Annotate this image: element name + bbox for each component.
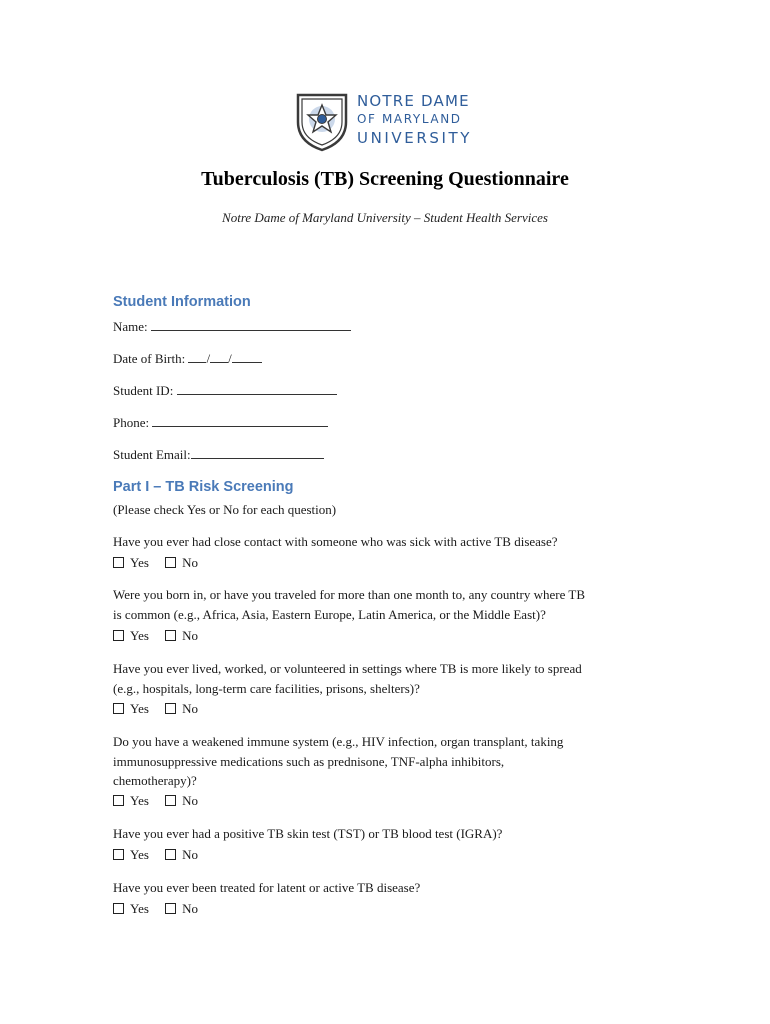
question-6 (113, 878, 658, 898)
email-field[interactable] (191, 446, 324, 459)
no-option[interactable] (165, 901, 198, 917)
wordmark-line-3: UNIVERSITY (357, 129, 473, 147)
yes-label: Yes (130, 628, 149, 643)
email-row (113, 446, 324, 463)
phone-row (113, 414, 328, 431)
answer-options-3 (113, 701, 211, 717)
yes-label: Yes (130, 847, 149, 862)
question-line: immunosuppressive medications such as prednisone, TNF-alpha inhibitors, (113, 753, 505, 769)
yes-label: Yes (130, 701, 149, 716)
checkbox-icon[interactable] (165, 703, 176, 714)
yes-option[interactable] (113, 847, 149, 863)
yes-option[interactable] (113, 701, 149, 717)
question-line: (e.g., hospitals, long-term care facilities, prisons, shelters)? (113, 680, 420, 696)
checkbox-icon[interactable] (165, 903, 176, 914)
name-label: Name: (113, 319, 148, 334)
yes-option[interactable] (113, 793, 149, 809)
yes-option[interactable] (113, 628, 149, 644)
question-line: Have you ever been treated for latent or active TB disease? (113, 880, 421, 895)
question-line: Do you have a weakened immune system (e.g., HIV infection, organ transplant, taking (113, 734, 564, 749)
question-line: is common (e.g., Africa, Asia, Eastern Europe, Latin America, or the Middle East)? (113, 606, 546, 622)
checkbox-icon[interactable] (165, 849, 176, 860)
question-1 (113, 532, 658, 552)
yes-label: Yes (130, 793, 149, 808)
no-option[interactable] (165, 701, 198, 717)
checkbox-icon[interactable] (165, 795, 176, 806)
no-option[interactable] (165, 793, 198, 809)
university-crest-icon (295, 92, 349, 152)
checkbox-icon[interactable] (113, 795, 124, 806)
question-line: Were you born in, or have you traveled for more than one month to, any country where TB (113, 587, 585, 602)
checkbox-icon[interactable] (165, 557, 176, 568)
dob-day-field[interactable] (210, 350, 228, 363)
university-wordmark (357, 94, 472, 149)
answer-options-4 (113, 793, 211, 809)
dob-separator: / (228, 351, 232, 366)
no-label: No (182, 701, 199, 716)
email-label: Student Email: (113, 447, 191, 462)
answer-options-2 (113, 628, 211, 644)
answer-options-6 (113, 901, 211, 917)
dob-label: Date of Birth: (113, 351, 186, 366)
part1-instructions: (Please check Yes or No for each question) (113, 502, 337, 517)
part1-heading: Part I – TB Risk Screening (113, 479, 294, 495)
question-line: chemotherapy)? (113, 773, 197, 788)
no-option[interactable] (165, 555, 198, 571)
student-id-row (113, 382, 337, 399)
student-info-heading: Student Information (113, 294, 251, 310)
wordmark-line-1: NOTRE DAME (357, 92, 470, 110)
name-row (113, 318, 351, 335)
checkbox-icon[interactable] (113, 557, 124, 568)
no-label: No (182, 793, 199, 808)
yes-option[interactable] (113, 555, 149, 571)
question-3 (113, 659, 658, 698)
question-5 (113, 824, 658, 844)
checkbox-icon[interactable] (113, 849, 124, 860)
yes-option[interactable] (113, 901, 149, 917)
checkbox-icon[interactable] (165, 630, 176, 641)
no-option[interactable] (165, 628, 198, 644)
dob-year-field[interactable] (232, 350, 262, 363)
student-id-label: Student ID: (113, 383, 174, 398)
question-line: Have you ever had a positive TB skin test (TST) or TB blood test (IGRA)? (113, 826, 503, 841)
no-option[interactable] (165, 847, 198, 863)
dob-separator: / (206, 351, 211, 366)
checkbox-icon[interactable] (113, 630, 124, 641)
yes-label: Yes (130, 555, 149, 570)
wordmark-line-2: OF MARYLAND (357, 112, 462, 126)
no-label: No (182, 901, 199, 916)
question-2 (113, 585, 658, 624)
checkbox-icon[interactable] (113, 703, 124, 714)
yes-label: Yes (130, 901, 149, 916)
document-subtitle: Notre Dame of Maryland University – Student Health Services (222, 210, 548, 225)
answer-options-1 (113, 555, 211, 571)
answer-options-5 (113, 847, 211, 863)
no-label: No (182, 847, 199, 862)
phone-label: Phone: (113, 415, 150, 430)
name-field[interactable] (151, 318, 351, 331)
document-title: Tuberculosis (TB) Screening Questionnaire (201, 168, 569, 190)
phone-field[interactable] (152, 414, 328, 427)
question-4 (113, 732, 658, 791)
checkbox-icon[interactable] (113, 903, 124, 914)
question-line: Have you ever had close contact with someone who was sick with active TB disease? (113, 534, 558, 549)
student-id-field[interactable] (177, 382, 337, 395)
no-label: No (182, 555, 199, 570)
question-line: Have you ever lived, worked, or volunteered in settings where TB is more likely to spread (113, 661, 582, 676)
university-logo (295, 92, 485, 154)
dob-month-field[interactable] (188, 350, 206, 363)
dob-row (113, 350, 262, 367)
no-label: No (182, 628, 199, 643)
